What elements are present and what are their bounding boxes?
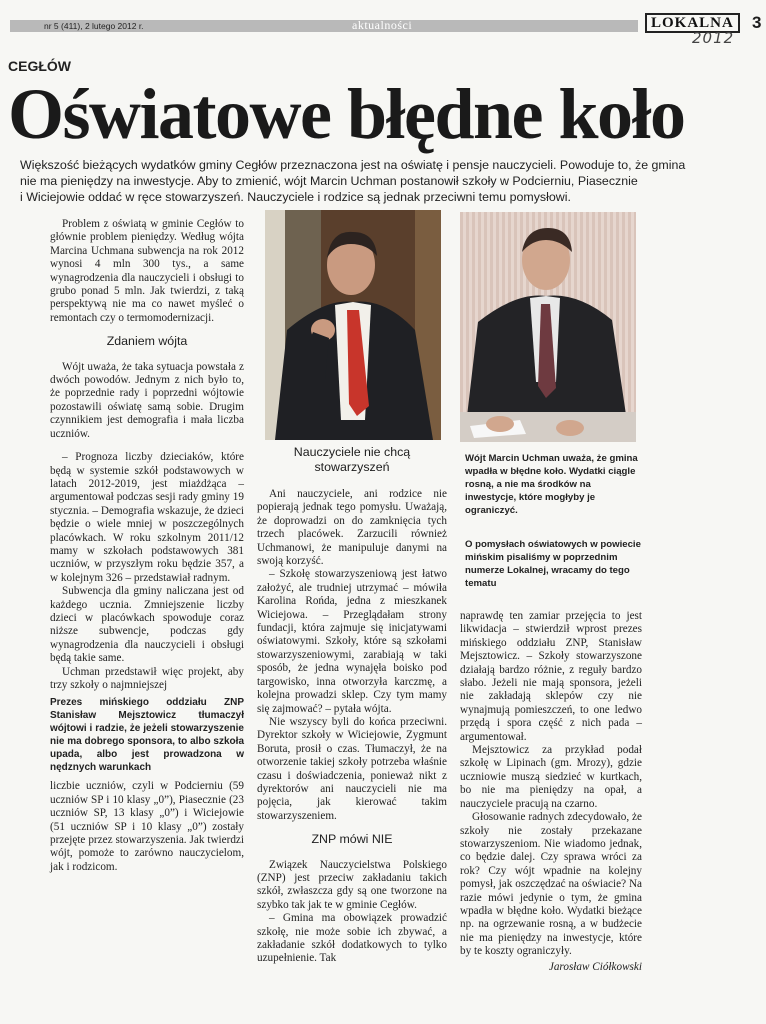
body-paragraph: Mejsztowicz za przykład podał szkołę w Lipinach (gm. Mrozy), gdzie uczniowie muszą siedzieć w kurtkach, bo nie ma pieniędzy na opał, a nauczyciele pracują na czarno.	[460, 744, 642, 810]
lead-paragraph	[20, 157, 746, 205]
body-paragraph: naprawdę ten zamiar przejęcia to jest likwidacja – stwierdził wprost prezes mińskiego oddziału ZNP, Stanisław Mejsztowicz. – Szkoły stowarzyszone działają bardzo różnie, z reguły bardzo słabo. Jeżeli nie mają sponsora, jeżeli nie zakładają sklepów czy nie wynajmują pomieszczeń, to one ledwo przędą i spora część z nich pada – argumentował.	[460, 610, 642, 743]
body-paragraph: Związek Nauczycielstwa Polskiego (ZNP) jest przeciw zakładaniu takich szkół, zwłaszcza gdy są one tworzone na szybko tak jak te w gminie Cegłów.	[257, 858, 447, 911]
subheading: ZNP mówi NIE	[311, 832, 393, 847]
info-box	[465, 538, 643, 590]
body-paragraph: Subwencja dla gminy naliczana jest od każdego ucznia. Zmniejszenie liczby dzieci w placówkach spowoduje coraz niższe subwencje, podczas gdy wynagrodzenia dla nauczycieli i obsługi będą takie same.	[50, 585, 244, 665]
headline: Oświatowe błędne koło	[8, 74, 685, 154]
handwritten-year: 2012	[692, 29, 735, 47]
caption-text: Wójt Marcin Uchman uważa, że gmina wpadła w błędne koło. Wydatki ciągle rosną, a nie ma środków na inwestycje, które mogłyby je ograniczyć.	[465, 453, 638, 516]
body-paragraph: liczbie uczniów, czyli w Podcierniu (59 uczniów SP i 10 klasy „0”), Piasecznie (23 uczniów SP, 13 klasy „0”) i Wiciejowie (51 uczniów SP i 10 klasy „0”) zostały przejęte przez stowarzyszenia. Jak twierdzi wójt, pomoże to zarówno nauczycielom, jak i rodzicom.	[50, 780, 244, 873]
article-column-3	[460, 610, 642, 974]
article-column-2	[257, 488, 447, 966]
subheading: Nauczyciele nie chcą stowarzyszeń	[293, 445, 411, 474]
body-paragraph: Uchman przedstawił więc projekt, aby trzy szkoły o najmniejszej	[50, 665, 244, 691]
body-paragraph: Nie wszyscy byli do końca przeciwni. Dyrektor szkoły w Wiciejowie, Zygmunt Boruta, prosił o czas. Tłumaczył, że na otworzenie takiej szkoły potrzeba właśnie czasu i doświadczenia, ponieważ nikt z dyrektorów ani nauczycieli nie ma pojęcia, jak kierować takim stowarzyszeniem.	[257, 715, 447, 822]
lead-line: i Wiciejowie oddać w ręce stowarzyszeń. Nauczyciele i rodzice są jednak przeciwni temu pomysłowi.	[20, 190, 571, 204]
location-label: CEGŁÓW	[8, 58, 71, 74]
section-label: aktualności	[352, 18, 413, 32]
body-paragraph: – Prognoza liczby dzieciaków, które będą w systemie szkół podstawowych w latach 2012-2019, jest miażdżąca – argumentował podczas sesji rady gminy 19 stycznia. – Demografia wskazuje, że dzieci będzie o wiele mniej w poszczególnych placówkach. W roku szkolnym 2011/12 mamy w szkołach podstawowych 381 uczniów, w przyszłym roku będzie 357, a w kolejnym 326 – przedstawiał radnym.	[50, 451, 244, 584]
body-paragraph: – Szkołę stowarzyszeniową jest łatwo założyć, ale trudniej utrzymać – mówiła Karolina Rońda, jedna z mieszkanek Wiciejowa. – Przeglądałam strony fundacji, która zajmuje się inicjatywami oświatowymi. Szkoły, które są szkołami stowarzyszeniowymi, zarabiają w taki sposób, że jedna wynajęła boisko pod targowisko, inna otworzyła karczmę, a kolejna prowadzi sklep. Czy tym mamy się zajmować? – pytała wójta.	[257, 568, 447, 715]
photo-mayor	[460, 212, 636, 442]
photo-speaking-man	[265, 210, 441, 440]
info-text: O pomysłach oświatowych w powiecie mińskim pisaliśmy w poprzednim numerze Lokalnej, wracamy do tego tematu	[465, 539, 641, 589]
body-paragraph: Ani nauczyciele, ani rodzice nie popierają jednak tego pomysłu. Uważają, że doprowadzi on do zamknięcia tych trzech placówek. Zarzucili również Uchmanowi, że manipuluje danymi na swoją korzyść.	[257, 488, 447, 568]
page-number: 3	[752, 13, 762, 32]
author-signature: Jarosław Ciółkowski	[548, 960, 642, 973]
photo-caption	[465, 452, 643, 517]
article-column-1	[50, 218, 244, 874]
lead-line: Większość bieżących wydatków gminy Cegłów przeznaczona jest na oświatę i pensje nauczycieli. Powoduje to, że gmina	[20, 158, 686, 172]
body-paragraph: Głosowanie radnych zdecydowało, że szkoły nie zostały przekazane stowarzyszeniom. Nie wiadomo jednak, co będzie dalej. Czy sprawa wróci za rok? Czy wójt wpadnie na kolejny pomysł, jak oszczędzać na oświacie? Na razie mówi jedynie o tym, że gmina wpadła w błędne koło. Wydatki bieżące np. na ogrzewanie rosną, a w budżecie nie ma pieniędzy na inwestycje, które by te koszty ograniczyły.	[460, 811, 642, 958]
pull-quote-box	[50, 696, 244, 774]
subheading: Zdaniem wójta	[106, 334, 188, 349]
issue-info: nr 5 (411), 2 lutego 2012 r.	[44, 21, 144, 31]
pull-quote: Prezes mińskiego oddziału ZNP Stanisław Mejsztowicz tłumaczył wójtowi i radzie, że jeżeli stowarzyszenie nie ma dobrego sponsora, to albo szkoła upada, albo jest prowadzona w nędznych warunkach	[50, 697, 244, 774]
intro-paragraph: Problem z oświatą w gminie Cegłów to głównie problem pieniędzy. Według wójta Marcina Uchmana subwencja na rok 2012 wynosi 4 mln 300 tys., a same wynagrodzenia dla nauczycieli i obsługi to grubo ponad 5 mln. Jak twierdzi, z taką perspektywą nie ma co nawet myśleć o remontach czy o termomodernizacji.	[50, 218, 244, 324]
body-paragraph: Wójt uważa, że taka sytuacja powstała z dwóch powodów. Jednym z nich było to, że poprzednie rady i poprzedni wójtowie pozostawili oświatę samą sobie. Drugim czynnikiem jest demografia i mała liczba uczniów.	[50, 360, 244, 440]
lead-line: nie ma pieniędzy na inwestycje. Aby to zmienić, wójt Marcin Uchman postanowił szkoły w Podcierniu, Piasecznie	[20, 174, 638, 188]
body-paragraph: – Gmina ma obowiązek prowadzić szkołę, nie może sobie ich zbywać, a zakładanie szkół dodatkowych to tylko uzupełnienie. Tak	[257, 912, 447, 965]
newspaper-logo: LOKALNA	[645, 13, 740, 33]
